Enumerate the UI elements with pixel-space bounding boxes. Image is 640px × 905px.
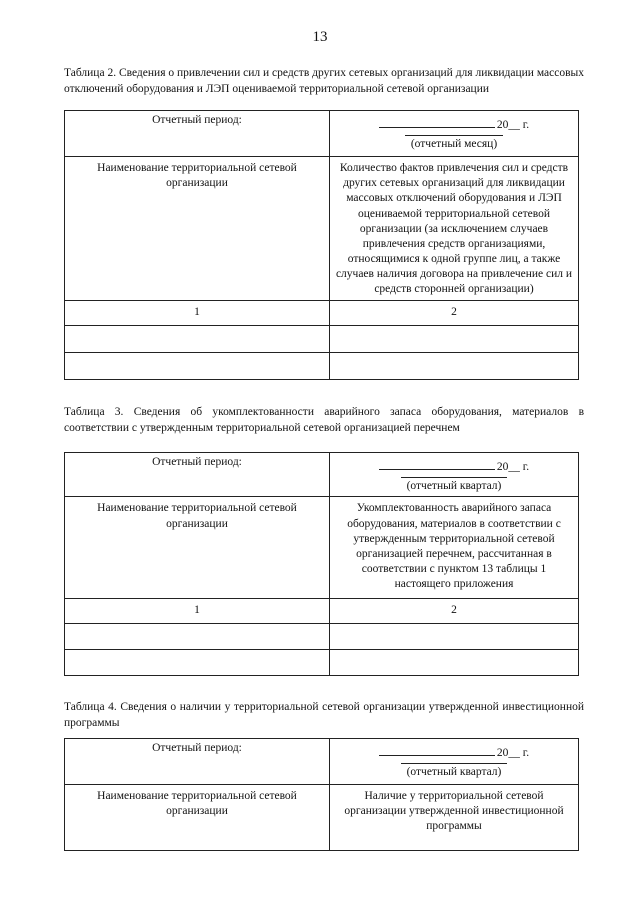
table4-caption: Таблица 4. Сведения о наличии у территориальной сетевой организации утвержденной инвестиционной программы	[64, 701, 584, 729]
table3-empty-cell	[330, 650, 579, 676]
table4-col1-header: Наименование территориальной сетевой организации	[65, 785, 330, 851]
table3-year-suffix: 20__ г.	[496, 461, 530, 473]
table3	[64, 452, 579, 676]
table2-period-sub: (отчетный месяц)	[405, 135, 503, 152]
table2-col1-header: Наименование территориальной сетевой организации	[65, 157, 330, 301]
table3-period-label: Отчетный период:	[65, 453, 330, 497]
table4-col2-header: Наличие у территориальной сетевой организации утвержденной инвестиционной программы	[330, 785, 579, 851]
table4-period-blank	[379, 744, 495, 756]
page-number: 13	[312, 29, 328, 45]
table4-period-sub: (отчетный квартал)	[401, 763, 508, 780]
table2-empty-cell	[65, 352, 330, 379]
table4-period-label: Отчетный период:	[65, 739, 330, 785]
table2-period-blank	[379, 116, 495, 128]
table2-empty-cell	[65, 325, 330, 352]
table3-period-blank	[379, 458, 495, 470]
table3-col1-header: Наименование территориальной сетевой организации	[65, 497, 330, 599]
table3-col2-header: Укомплектованность аварийного запаса оборудования, материалов в соответствии с утвержденным территориальной сетевой организацией перечнем, рассчитанная в соответствии с пунктом 13 таблицы 1 настоящего приложения	[330, 497, 579, 599]
table4	[64, 738, 579, 851]
table2-col1-num: 1	[65, 300, 330, 325]
table3-empty-cell	[65, 624, 330, 650]
table3-col2-num: 2	[330, 599, 579, 624]
table4-year-suffix: 20__ г.	[496, 747, 530, 759]
table4-period-cell	[330, 739, 579, 785]
table2-col2-num: 2	[330, 300, 579, 325]
table2-caption: Таблица 2. Сведения о привлечении сил и средств других сетевых организаций для ликвидации массовых отключений оборудования и ЛЭП оцениваемой территориальной сетевой организации	[64, 67, 584, 95]
table3-period-sub: (отчетный квартал)	[401, 477, 508, 494]
table2-col2-header: Количество фактов привлечения сил и средств других сетевых организаций для ликвидации массовых отключений оборудования и ЛЭП оцениваемой территориальной сетевой организации (за исключением случаев привлечения средств организациями, относящимися к одной группе лиц, а также случаев наличия договора на привлечение сил и средств сторонней организации)	[330, 157, 579, 301]
table3-caption: Таблица 3. Сведения об укомплектованности аварийного запаса оборудования, материалов в соответствии с утвержденным территориальной сетевой организацией перечнем	[64, 406, 584, 434]
table3-empty-cell	[330, 624, 579, 650]
table2	[64, 110, 579, 380]
table2-period-label: Отчетный период:	[65, 111, 330, 157]
table2-year-suffix: 20__ г.	[496, 119, 530, 131]
table2-empty-cell	[330, 325, 579, 352]
table2-period-cell	[330, 111, 579, 157]
table2-empty-cell	[330, 352, 579, 379]
table3-empty-cell	[65, 650, 330, 676]
table3-col1-num: 1	[65, 599, 330, 624]
table3-period-cell	[330, 453, 579, 497]
